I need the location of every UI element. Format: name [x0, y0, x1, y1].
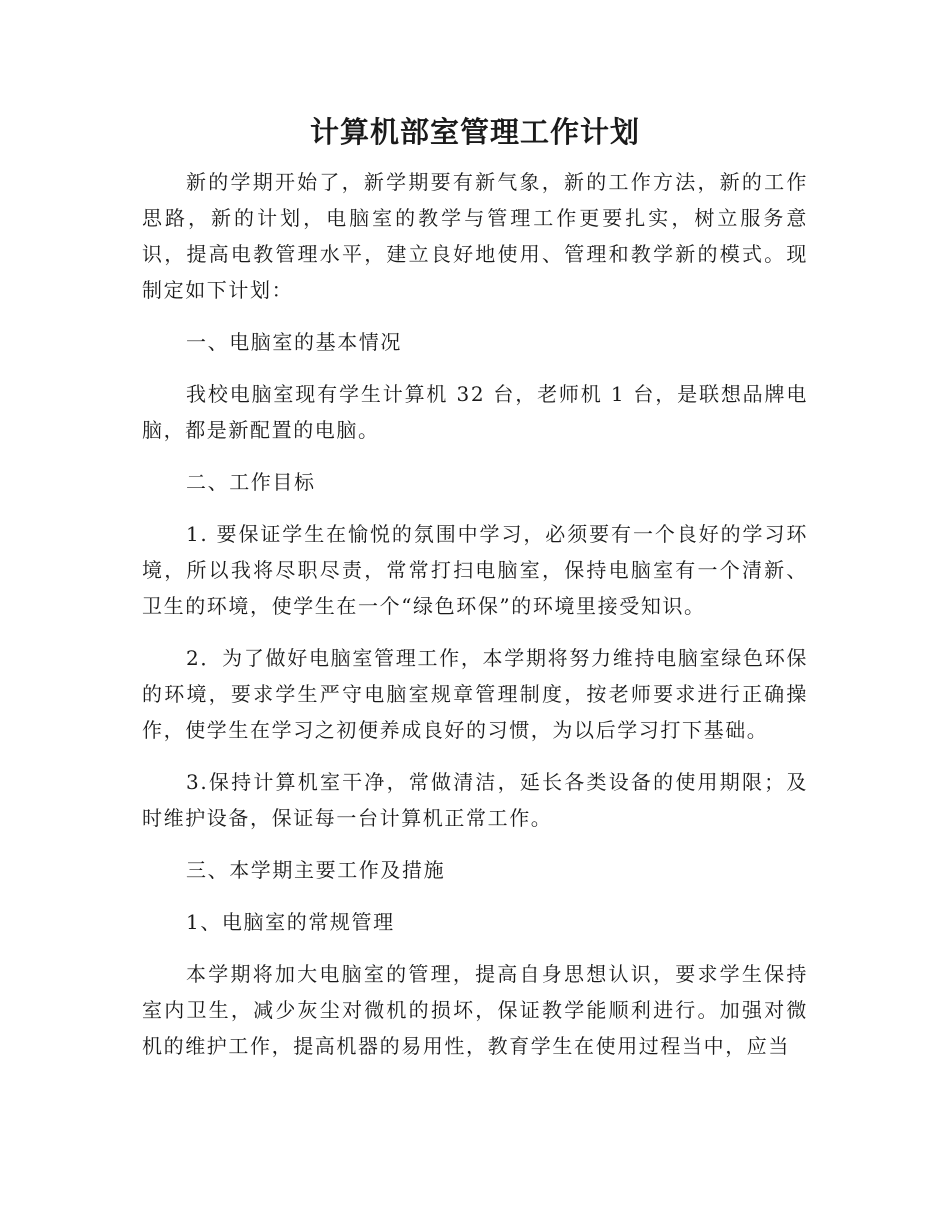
- intro-paragraph: 新的学期开始了，新学期要有新气象，新的工作方法，新的工作思路，新的计划，电脑室的教学与管理工作更要扎实，树立服务意识，提高电教管理水平，建立良好地使用、管理和教学新的模式。现制定如下计划：: [142, 170, 808, 302]
- section-heading-work-goals: 二、工作目标: [186, 470, 316, 494]
- section-heading-main-work: 三、本学期主要工作及措施: [186, 858, 446, 882]
- goal-item-3: 3.保持计算机室干净，常做清洁，延长各类设备的使用期限；及时维护设备，保证每一台计算机正常工作。: [142, 770, 808, 830]
- goal-item-2: 2．为了做好电脑室管理工作，本学期将努力维持电脑室绿色环保的环境，要求学生严守电脑室规章管理制度，按老师要求进行正确操作，使学生在学习之初便养成良好的习惯，为以后学习打下基础。: [142, 646, 808, 742]
- subsection-heading-routine-management: 1、电脑室的常规管理: [186, 910, 395, 934]
- routine-management-paragraph: 本学期将加大电脑室的管理，提高自身思想认识，要求学生保持室内卫生，减少灰尘对微机的损坏，保证教学能顺利进行。加强对微机的维护工作，提高机器的易用性，教育学生在使用过程当中，应当: [142, 962, 808, 1058]
- basic-situation-paragraph: 我校电脑室现有学生计算机 32 台，老师机 1 台，是联想品牌电脑，都是新配置的电脑。: [142, 382, 808, 442]
- goal-item-1: 1. 要保证学生在愉悦的氛围中学习，必须要有一个良好的学习环境，所以我将尽职尽责，常常打扫电脑室，保持电脑室有一个清新、卫生的环境，使学生在一个“绿色环保”的环境里接受知识。: [142, 522, 808, 618]
- document-title: 计算机部室管理工作计划: [309, 115, 640, 149]
- document-body: [142, 164, 808, 1080]
- section-heading-basic-situation: 一、电脑室的基本情况: [186, 330, 402, 354]
